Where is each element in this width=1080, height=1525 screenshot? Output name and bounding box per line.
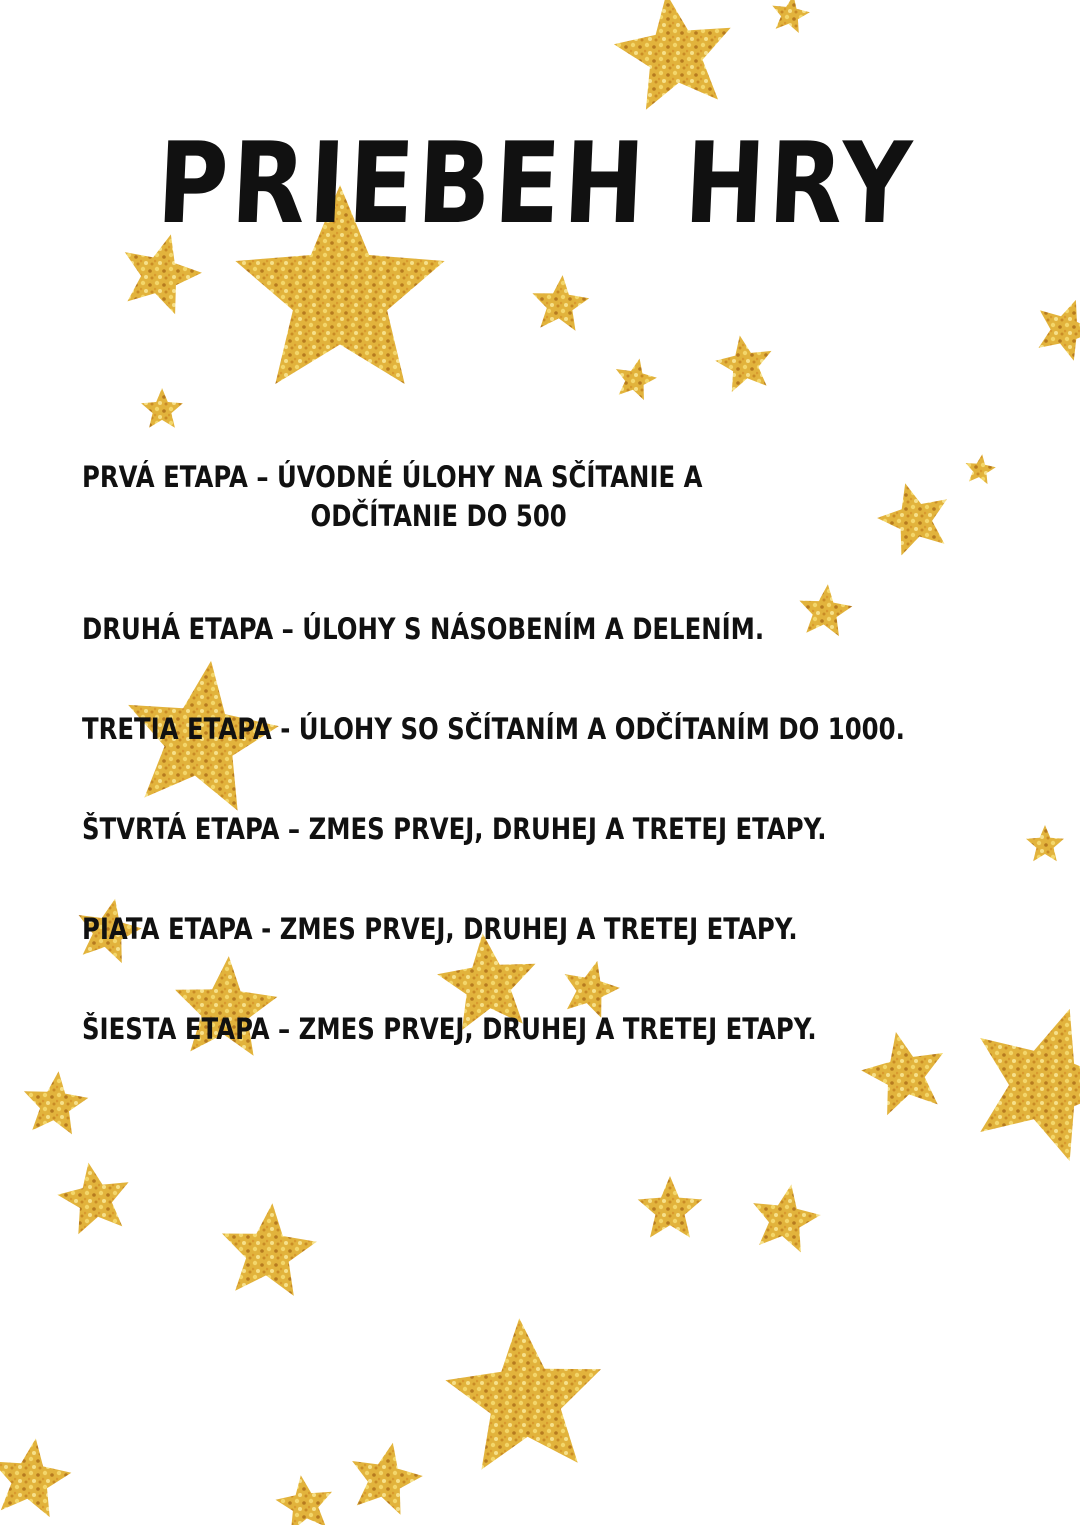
stage-5-text: PIATA ETAPA - ZMES PRVEJ, DRUHEJ A TRETEJ ETAPY. [82,912,798,946]
glitter-star-icon [1026,825,1064,861]
stage-3-text: TRETIA ETAPA - ÚLOHY SO SČÍTANÍM A ODČÍTANÍM DO 1000. [82,712,905,746]
page-title: PRIEBEH HRY [154,119,918,249]
glitter-star-icon [715,336,771,393]
glitter-star-icon [877,483,947,555]
glitter-star-icon [614,0,731,110]
glitter-star-icon [966,454,996,484]
glitter-star-icon [565,961,620,1018]
stage-3 [82,712,905,747]
stage-6 [82,1012,817,1047]
stage-6-text: ŠIESTA ETAPA – ZMES PRVEJ, DRUHEJ A TRETEJ ETAPY. [82,1012,817,1046]
glitter-star-icon [753,1185,820,1253]
glitter-star-icon [772,0,810,33]
glitter-star-icon [861,1032,943,1115]
glitter-star-icon [445,1318,601,1469]
glitter-star-icon [57,1163,128,1235]
stage-5 [82,912,798,947]
glitter-star-icon [532,275,589,331]
glitter-star-icon [141,388,183,428]
glitter-star-icon [1039,300,1080,361]
glitter-star-icon [638,1176,703,1238]
glitter-star-icon [222,1203,317,1296]
stage-1-text: PRVÁ ETAPA – ÚVODNÉ ÚLOHY NA SČÍTANIE A [82,460,703,494]
stage-2-text: DRUHÁ ETAPA – ÚLOHY S NÁSOBENÍM A DELENÍM. [82,612,765,646]
stage-4 [82,812,826,847]
glitter-star-icon [616,359,657,401]
glitter-star-icon [276,1475,333,1525]
stage-1 [82,460,702,534]
stage-2 [82,612,764,647]
stage-1-text-continued: ODČÍTANIE DO 500 [310,498,567,533]
stage-4-text: ŠTVRTÁ ETAPA – ZMES PRVEJ, DRUHEJ A TRETEJ ETAPY. [82,812,827,846]
glitter-star-icon [352,1443,423,1515]
glitter-star-icon [24,1071,88,1134]
glitter-star-icon [799,584,852,636]
glitter-star-icon [0,1438,71,1517]
glitter-star-icon [980,1009,1080,1161]
